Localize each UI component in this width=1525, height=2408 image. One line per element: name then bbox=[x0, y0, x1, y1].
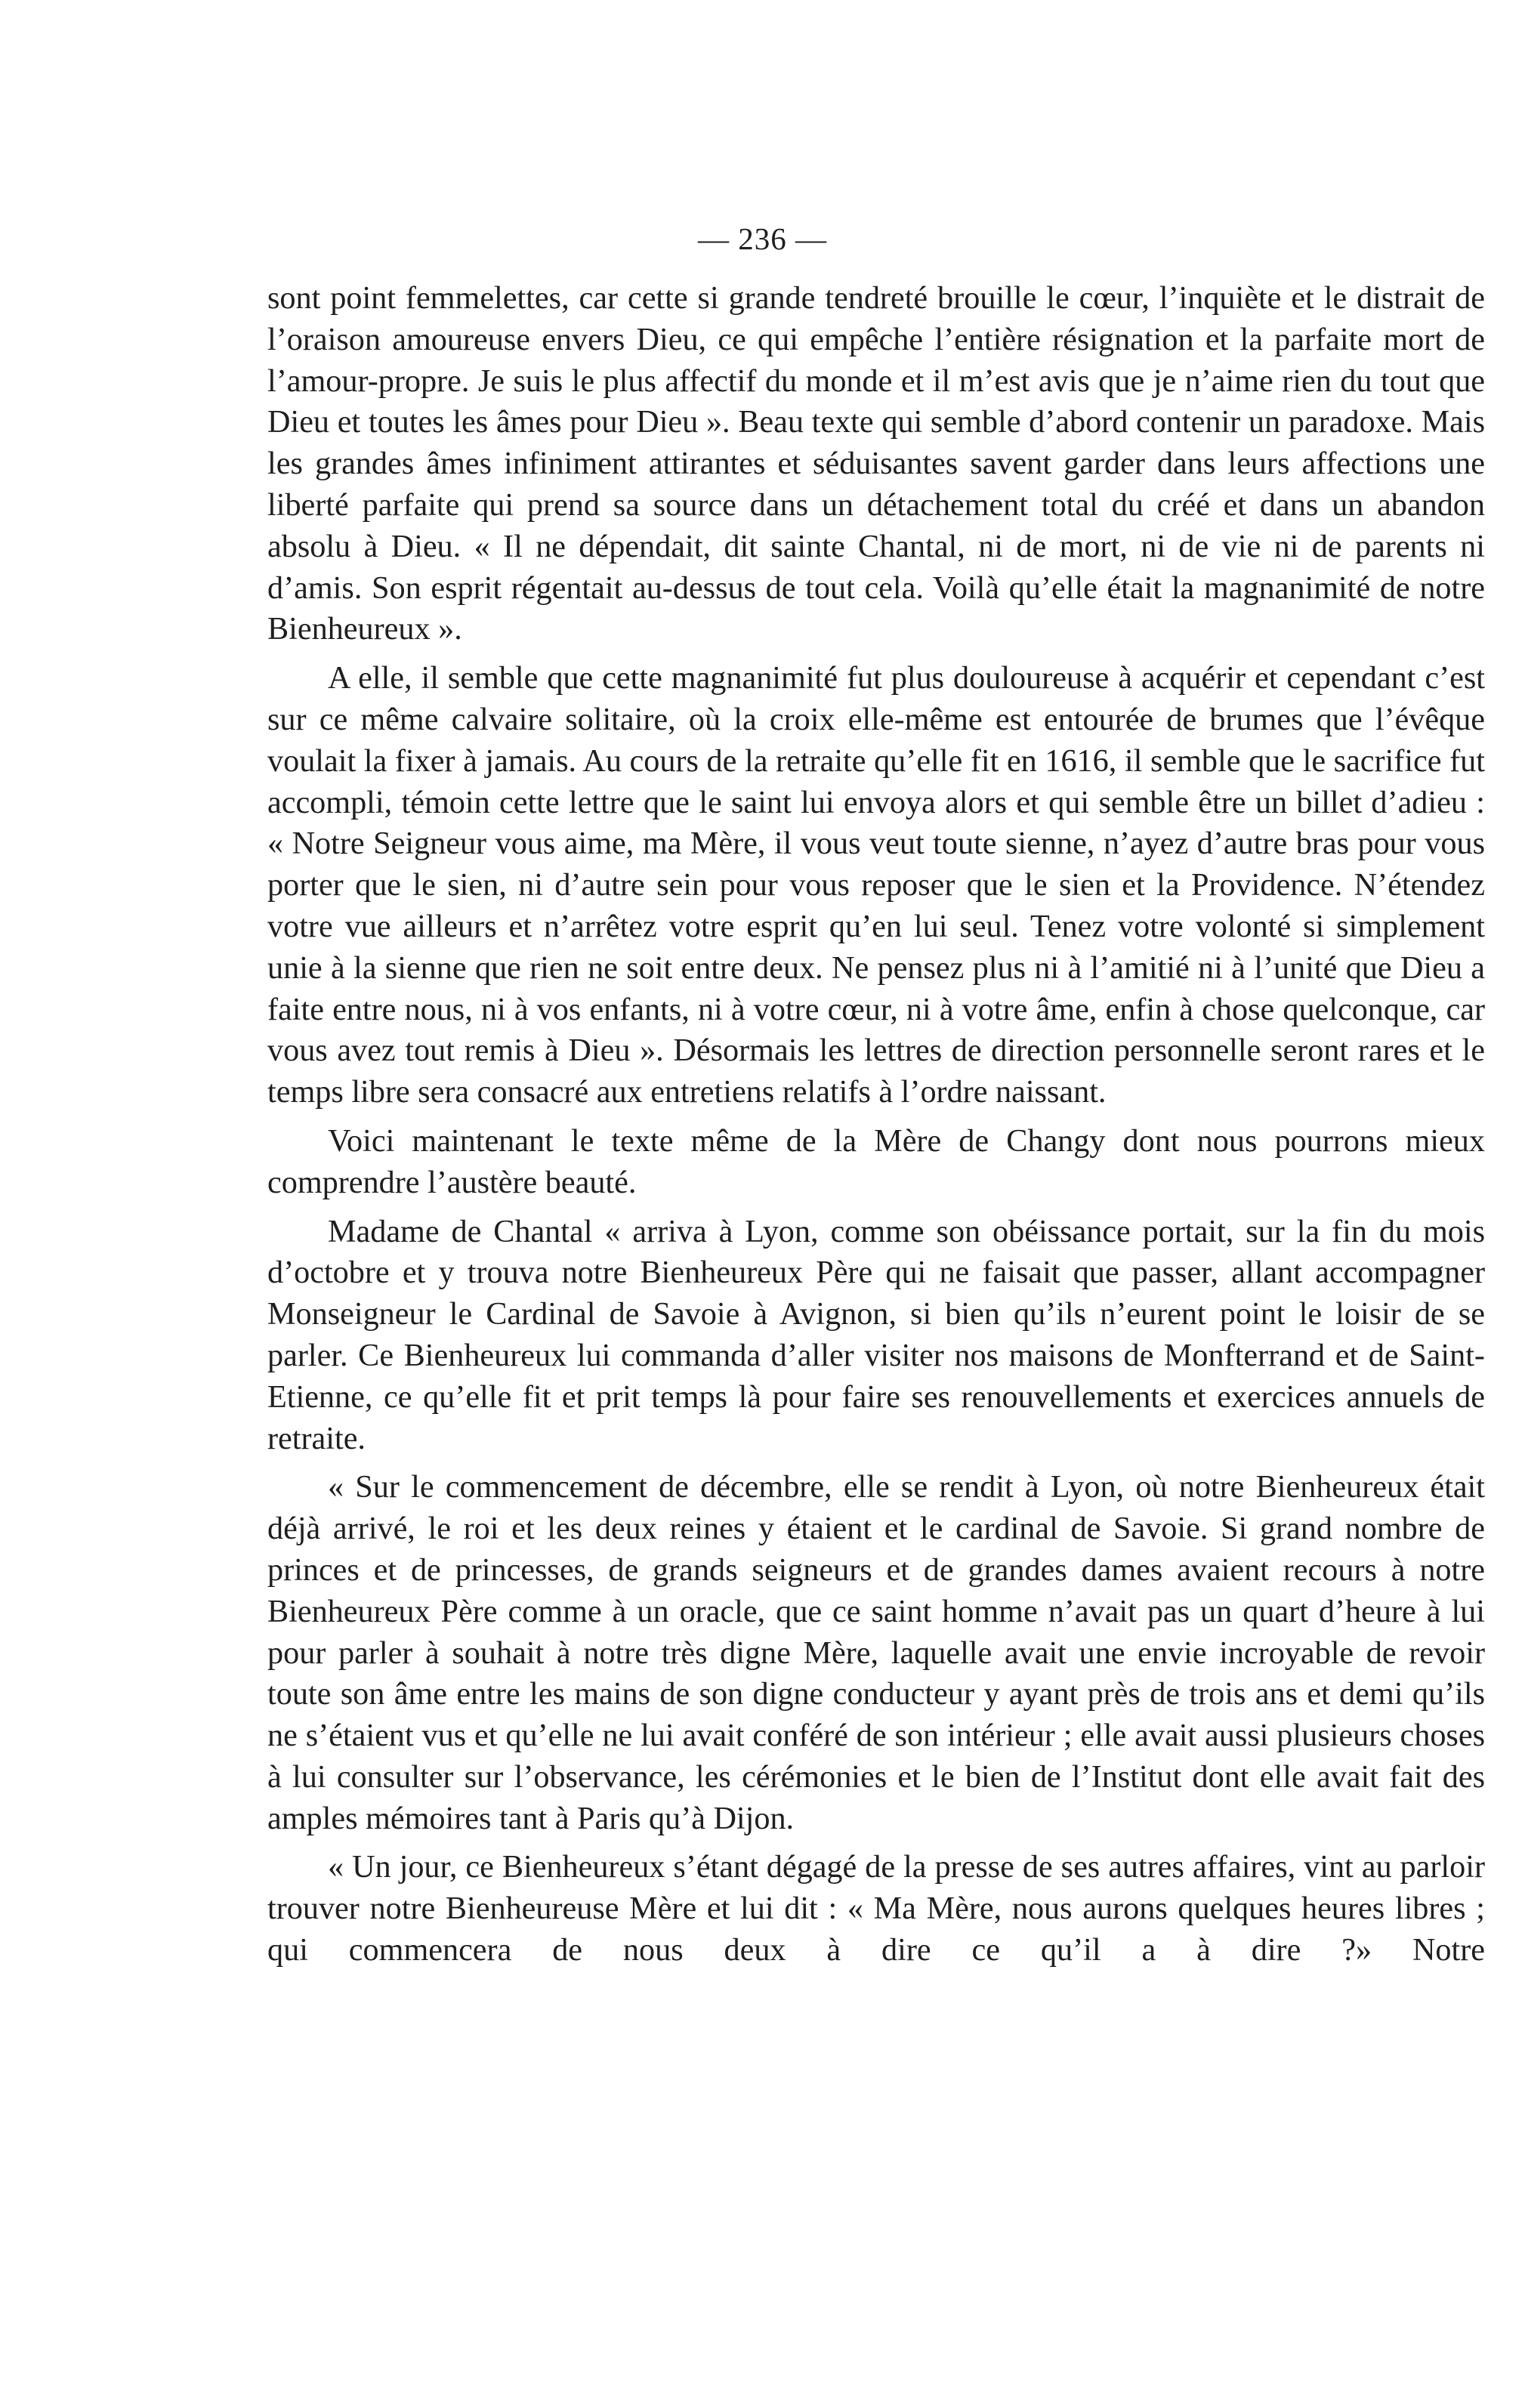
paragraph-5: « Sur le commencement de décembre, elle se rendit à Lyon, où notre Bienheureux était déjà arrivé, le roi et les deux reines y étaient et le cardinal de Savoie. Si grand nombre de princes et de princesses, de grands seigneurs et de grandes dames avaient recours à notre Bienheureux Père comme à un oracle, que ce saint homme n’avait pas un quart d’heure à lui pour parler à souhait à notre très digne Mère, laquelle avait une envie incroyable de revoir toute son âme entre les mains de son digne conducteur y ayant près de trois ans et demi qu’ils ne s’étaient vus et qu’elle ne lui avait conféré de son intérieur ; elle avait aussi plusieurs choses à lui consulter sur l’observance, les cérémonies et le bien de l’Institut dont elle avait fait des amples mémoires tant à Paris qu’à Dijon. bbox=[267, 1469, 1485, 1836]
paragraph-1: sont point femmelettes, car cette si grande tendreté brouille le cœur, l’inquiète et le distrait de l’oraison amoureuse envers Dieu, ce qui empêche l’entière résignation et la parfaite mort de l’amour-propre. Je suis le plus affectif du monde et il m’est avis que je n’aime rien du tout que Dieu et toutes les âmes pour Dieu ». Beau texte qui semble d’abord contenir un paradoxe. Mais les grandes âmes infiniment attirantes et séduisantes savent garder dans leurs affections une liberté parfaite qui prend sa source dans un détachement total du créé et dans un abandon absolu à Dieu. « Il ne dépendait, dit sainte Chantal, ni de mort, ni de vie ni de parents ni d’amis. Son esprit régentait au-dessus de tout cela. Voilà qu’elle était la magnanimité de notre Bienheureux ». bbox=[267, 280, 1485, 647]
paragraph-6: « Un jour, ce Bienheureux s’étant dégagé de la presse de ses autres affaires, vint au parloir trouver notre Bienheureuse Mère et lui dit : « Ma Mère, nous aurons quelques heures libres ; qui commencera de nous deux à dire ce qu’il a à dire ?» Notre bbox=[267, 1849, 1485, 1968]
paragraph-2: A elle, il semble que cette magnanimité fut plus douloureuse à acquérir et cependant c’est sur ce même calvaire solitaire, où la croix elle-même est entourée de brumes que l’évêque voulait la fixer à jamais. Au cours de la retraite qu’elle fit en 1616, il semble que le sacrifice fut accompli, témoin cette lettre que le saint lui envoya alors et qui semble être un billet d’adieu : « Notre Seigneur vous aime, ma Mère, il vous veut toute sienne, n’ayez d’autre bras pour vous porter que le sien, ni d’autre sein pour vous reposer que le sien et la Providence. N’étendez votre vue ailleurs et n’arrêtez votre esprit qu’en lui seul. Tenez votre volonté si simplement unie à la sienne que rien ne soit entre deux. Ne pensez plus ni à l’amitié ni à l’unité que Dieu a faite entre nous, ni à vos enfants, ni à votre cœur, ni à votre âme, enfin à chose quelconque, car vous avez tout remis à Dieu ». Désormais les lettres de direction personnelle seront rares et le temps libre sera consacré aux entretiens relatifs à l’ordre naissant. bbox=[267, 660, 1485, 1110]
paragraph-3: Voici maintenant le texte même de la Mère de Changy dont nous pourrons mieux comprendre l’austère beauté. bbox=[267, 1122, 1485, 1200]
page-number: — 236 — bbox=[698, 221, 827, 256]
paragraph-4: Madame de Chantal « arriva à Lyon, comme son obéissance portait, sur la fin du mois d’octobre et y trouva notre Bienheureux Père qui ne faisait que passer, allant accompagner Monseigneur le Cardinal de Savoie à Avignon, si bien qu’ils n’eurent point le loisir de se parler. Ce Bienheureux lui commanda d’aller visiter nos maisons de Monfterrand et de Saint-Etienne, ce qu’elle fit et prit temps là pour faire ses renouvellements et exercices annuels de retraite. bbox=[267, 1213, 1485, 1456]
body-text bbox=[267, 278, 1485, 1971]
